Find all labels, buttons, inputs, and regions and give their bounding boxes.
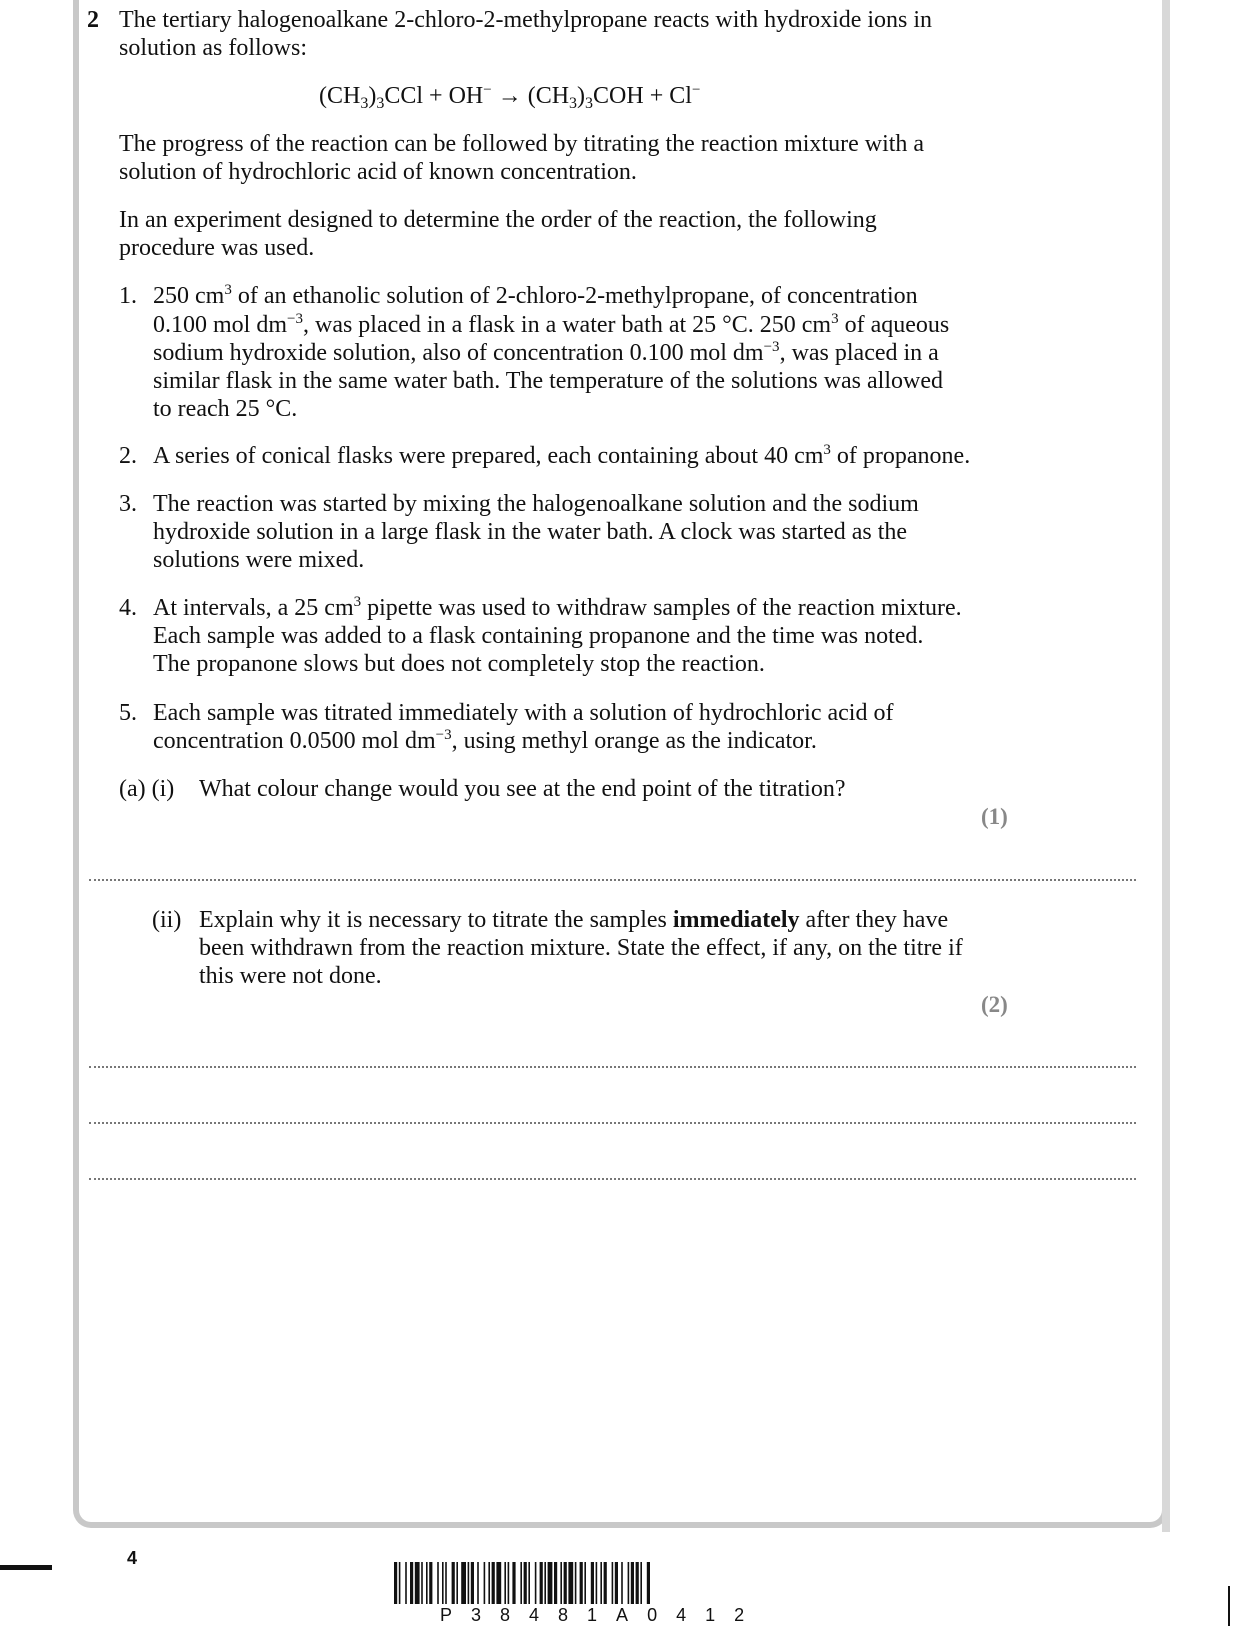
step-2-number: 2. [119,443,137,469]
barcode-bar [421,1562,423,1604]
part-a-i-question: What colour change would you see at the end point of the titration? [199,776,846,802]
barcode-bar [600,1562,602,1604]
barcode-bar [631,1562,634,1604]
barcode-bar [568,1562,573,1604]
barcode-bar [410,1562,413,1604]
reaction-equation: $(CH_3)_3CCl + OH^- \to (CH_3)_3COH + Cl^-$ [319,82,701,112]
part-a-ii-marks: (2) [981,992,1008,1017]
part-a-ii-label: (ii) [152,907,182,933]
barcode-bar [604,1562,607,1604]
progress-line-2: solution of hydrochloric acid of known concentration. [119,159,637,185]
barcode-bar [508,1562,510,1604]
barcode-bar [442,1562,444,1604]
barcode-bar [591,1562,594,1604]
question-number: 2 [87,7,99,33]
step-3-line-3: solutions were mixed. [153,547,365,573]
experiment-line-1: In an experiment designed to determine the order of the reaction, the following [119,207,877,233]
part-a-ii-line-2: been withdrawn from the reaction mixture. State the effect, if any, on the titre if [199,935,963,961]
barcode-bar [612,1562,614,1604]
step-5-number: 5. [119,700,137,726]
barcode-bar [405,1562,407,1604]
step-3-number: 3. [119,491,137,517]
barcode-bar [426,1562,428,1604]
barcode-text: P38481A0412 [440,1605,764,1625]
step-3-line-1: The reaction was started by mixing the halogenoalkane solution and the sodium [153,491,919,517]
page-number: 4 [127,1548,138,1568]
barcode-bar [484,1562,486,1604]
right-margin-bar [1228,1586,1230,1626]
part-a-i-marks: (1) [981,804,1008,829]
step-5-line-1: Each sample was titrated immediately with a solution of hydrochloric acid of [153,700,894,726]
barcode-bar [456,1562,458,1604]
barcode-bar [468,1562,470,1604]
barcode-bar [540,1562,543,1604]
answer-line-a-i[interactable] [89,879,1136,881]
barcode-bar [429,1562,432,1604]
barcode-bar [496,1562,501,1604]
step-1-line-5: to reach 25 °C. [153,396,298,422]
intro-line-2: solution as follows: [119,35,308,61]
barcode-bar [535,1562,537,1604]
step-1-number: 1. [119,283,137,309]
barcode-bar [520,1562,522,1604]
barcode [394,1562,844,1604]
step-4-line-3: The propanone slows but does not completely stop the reaction. [153,651,765,677]
answer-line-a-ii-2[interactable] [89,1122,1136,1124]
barcode-bar [647,1562,650,1604]
barcode-bar [615,1562,618,1604]
part-a-ii-line-1: Explain why it is necessary to titrate the samples immediately after they have [199,907,949,933]
barcode-bar [437,1562,439,1604]
step-4-line-1: At intervals, a 25 $cm^3$ pipette was used to withdraw samples of the reaction mixture. [153,594,962,621]
barcode-bar [560,1562,562,1604]
barcode-bar [488,1562,490,1604]
answer-line-a-ii-1[interactable] [89,1066,1136,1068]
frame-shadow [1162,0,1170,1532]
step-1-line-4: similar flask in the same water bath. The temperature of the solutions was allowed [153,368,943,394]
barcode-bar [504,1562,506,1604]
step-1-line-1: 250 $cm^3$ of an ethanolic solution of 2-chloro-2-methylpropane, of concentration [153,282,918,309]
barcode-bar [628,1562,630,1604]
barcode-bar [621,1562,623,1604]
barcode-bar [554,1562,557,1604]
barcode-bar [580,1562,583,1604]
intro-line-1: The tertiary halogenoalkane 2-chloro-2-methylpropane reacts with hydroxide ions in [119,7,933,33]
barcode-bar [415,1562,420,1604]
barcode-bar [544,1562,546,1604]
barcode-bar [524,1562,527,1604]
step-1-line-2: 0.100 mol $dm^{-3}$, was placed in a flask in a water bath at 25 °C. 250 $cm^3$ of aqueous [153,311,950,338]
step-4-line-2: Each sample was added to a flask containing propanone and the time was noted. [153,623,924,649]
barcode-bar [512,1562,515,1604]
barcode-bar [477,1562,479,1604]
barcode-bar [636,1562,639,1604]
step-4-number: 4. [119,595,137,621]
left-margin-bar [0,1565,52,1570]
barcode-bar [445,1562,447,1604]
barcode-bar [492,1562,495,1604]
step-1-line-3: sodium hydroxide solution, also of concentration 0.100 mol $dm^{-3}$, was placed in a [153,339,939,366]
part-a-i-label: (a) (i) [119,776,175,802]
barcode-bar [394,1562,397,1604]
barcode-bar [584,1562,586,1604]
barcode-bar [471,1562,474,1604]
part-a-ii-line-3: this were not done. [199,963,382,989]
barcode-bar [399,1562,401,1604]
answer-line-a-ii-3[interactable] [89,1178,1136,1180]
step-2-line-1: A series of conical flasks were prepared, each containing about 40 $cm^3$ of propanone. [153,442,971,469]
step-5-line-2: concentration 0.0500 mol $dm^{-3}$, using methyl orange as the indicator. [153,727,817,754]
emphasis-immediately: immediately [672,907,800,933]
barcode-bar [528,1562,530,1604]
barcode-bar [452,1562,455,1604]
barcode-bar [564,1562,567,1604]
barcode-bar [461,1562,466,1604]
barcode-bar [596,1562,598,1604]
experiment-line-2: procedure was used. [119,235,315,261]
barcode-bar [548,1562,553,1604]
barcode-bar [640,1562,642,1604]
step-3-line-2: hydroxide solution in a large flask in the water bath. A clock was started as the [153,519,908,545]
progress-line-1: The progress of the reaction can be followed by titrating the reaction mixture with a [119,131,925,157]
barcode-bar [575,1562,577,1604]
